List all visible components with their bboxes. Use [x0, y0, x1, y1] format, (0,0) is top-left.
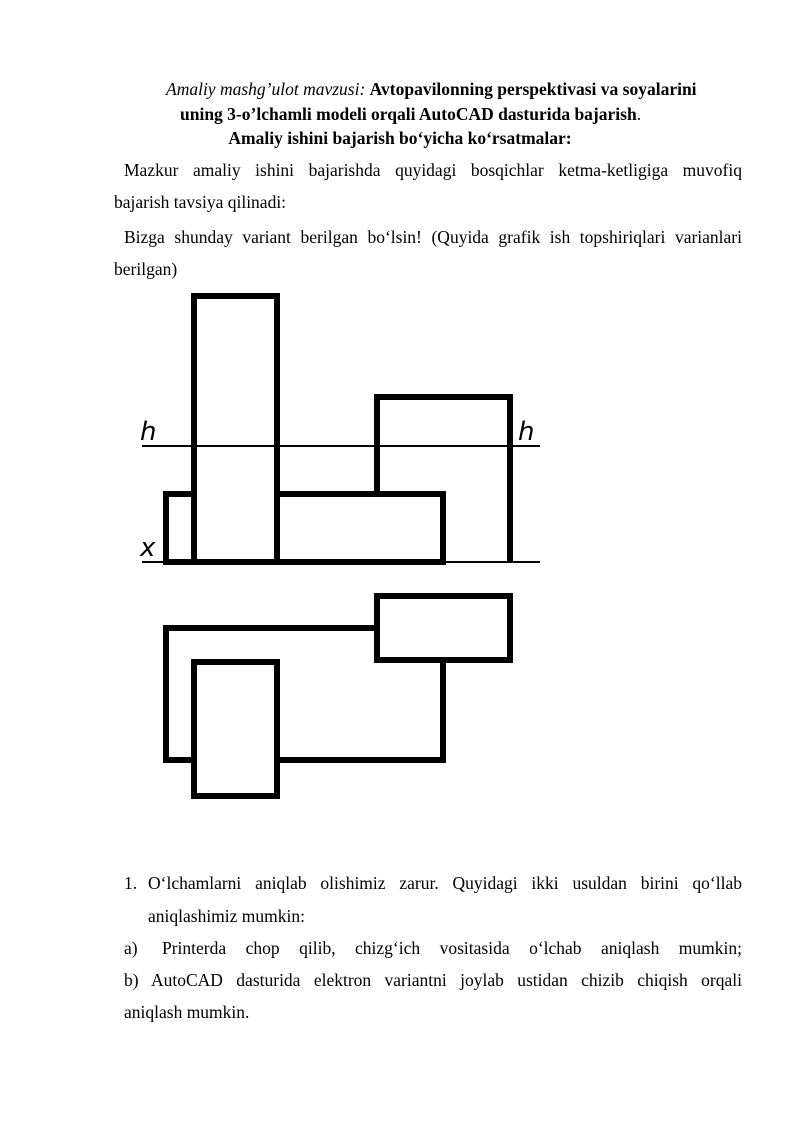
front-tall-tower [194, 296, 277, 562]
step-a-marker: a) [124, 938, 138, 958]
plan-right-edge [277, 660, 443, 760]
step-b-line1: b) AutoCAD dasturida elektron variantni joylab ustidan chizib chiqish orqali [124, 970, 742, 990]
step-b-line2: aniqlash mumkin. [124, 1002, 250, 1022]
topic-label: Amaliy mashg’ulot mavzusi: [166, 79, 366, 99]
plan-l-outline [166, 628, 377, 760]
step-a-text: Printerda chop qilib, chizg‘ich vositasida o‘lchab aniqlash mumkin; [162, 938, 742, 958]
topic-title-part-2: uning 3-o’lchamli modeli orqali AutoCAD dasturida bajarish [180, 104, 637, 124]
intro-p2-line2: berilgan) [114, 259, 178, 279]
horizon-label-left: h [140, 417, 157, 447]
intro-p1-line1: Mazkur amaliy ishini bajarishda quyidagi bosqichlar ketma-ketligiga muvofiq [124, 160, 742, 180]
front-low-block-right [277, 494, 443, 562]
plan-top-right-block [377, 596, 510, 660]
topic-title-part-1: Avtopavilonning perspektivasi va soyalarini [369, 79, 697, 99]
step-1-line1: O‘lchamlarni aniqlab olishimiz zarur. Quyidagi ikki usuldan birini qo‘llab [148, 873, 742, 893]
intro-p2-line1: Bizga shunday variant berilgan bo‘lsin! (Quyida grafik ish topshiriqlari varianlari [124, 227, 742, 247]
subtitle-text: Amaliy ishini bajarish bo‘yicha ko‘rsatmalar: [228, 128, 572, 148]
topic-title-period: . [636, 104, 642, 124]
horizon-label-right: h [518, 417, 535, 447]
plan-tower-block [194, 662, 277, 796]
front-low-block-left [166, 494, 194, 562]
intro-p1-line2: bajarish tavsiya qilinadi: [114, 192, 287, 212]
step-1-number: 1. [124, 873, 138, 893]
step-1-line2: aniqlashimiz mumkin: [148, 906, 305, 926]
ground-label-x: x [140, 533, 156, 563]
